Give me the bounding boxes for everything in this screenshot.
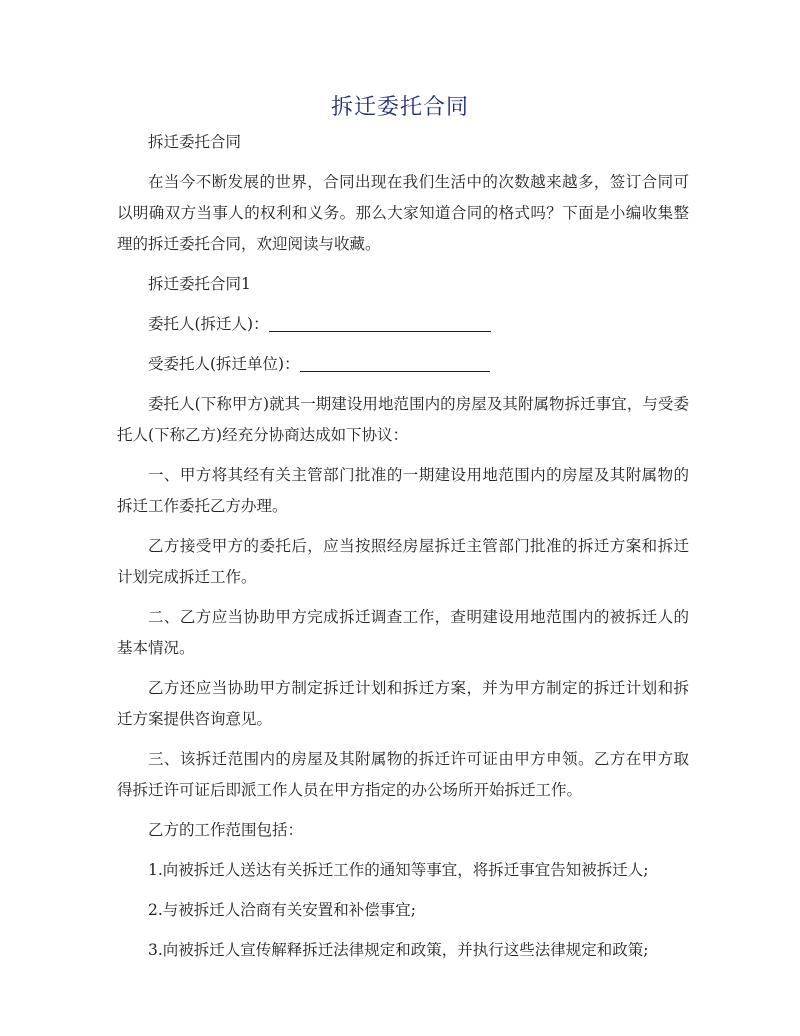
work-scope-item-1: 1.向被拆迁人送达有关拆迁工作的通知等事宜，将拆迁事宜告知被拆迁人; [148,861,649,879]
field-principal [117,309,689,340]
intro-paragraph: 在当今不断发展的世界，合同出现在我们生活中的次数越来越多，签订合同可以明确双方当事人的权利和义务。那么大家知道合同的格式吗？下面是小编收集整理的拆迁委托合同，欢迎阅读与收藏。 [117,173,689,253]
field-agent [117,349,689,380]
field-principal-blank-line [269,313,491,332]
clause-two: 二、乙方应当协助甲方完成拆迁调查工作，查明建设用地范围内的被拆迁人的基本情况。 [117,608,689,657]
section-heading: 拆迁委托合同1 [148,275,251,293]
clause-one: 一、甲方将其经有关主管部门批准的一期建设用地范围内的房屋及其附属物的拆迁工作委托乙方办理。 [117,466,689,515]
subtitle-paragraph: 拆迁委托合同 [148,133,242,151]
clause-two-detail: 乙方还应当协助甲方制定拆迁计划和拆迁方案，并为甲方制定的拆迁计划和拆迁方案提供咨询意见。 [117,679,689,728]
document-title: 拆迁委托合同 [330,95,469,120]
document-body [117,127,689,975]
work-scope-item-3: 3.向被拆迁人宣传解释拆迁法律规定和政策，并执行这些法律规定和政策; [148,941,649,959]
clause-preamble: 委托人(下称甲方)就其一期建设用地范围内的房屋及其附属物拆迁事宜，与受委托人(下称乙方)经充分协商达成如下协议： [117,395,689,444]
work-scope-item-2: 2.与被拆迁人洽商有关安置和补偿事宜; [148,901,417,919]
clause-one-detail: 乙方接受甲方的委托后，应当按照经房屋拆迁主管部门批准的拆迁方案和拆迁计划完成拆迁工作。 [117,537,689,586]
field-agent-blank-line [300,353,490,372]
clause-three: 三、该拆迁范围内的房屋及其附属物的拆迁许可证由甲方申领。乙方在甲方取得拆迁许可证后即派工作人员在甲方指定的办公场所开始拆迁工作。 [117,750,689,799]
field-agent-label: 受委托人(拆迁单位)： [148,355,300,373]
field-principal-label: 委托人(拆迁人)： [148,315,269,333]
work-scope-heading: 乙方的工作范围包括： [148,821,304,839]
